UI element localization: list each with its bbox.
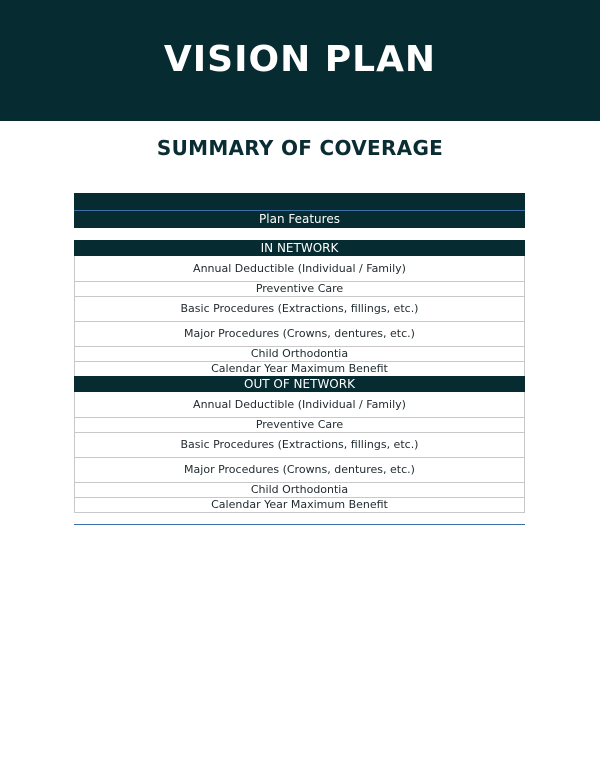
table-row: Child Orthodontia xyxy=(74,347,525,362)
table-row: Calendar Year Maximum Benefit xyxy=(74,498,525,513)
table-row: Basic Procedures (Extractions, fillings, etc.) xyxy=(74,297,525,322)
section-subtitle: SUMMARY OF COVERAGE xyxy=(156,136,444,160)
table-row: Child Orthodontia xyxy=(74,483,525,498)
header-banner xyxy=(0,0,600,121)
table-row: Annual Deductible (Individual / Family) xyxy=(74,392,525,418)
table-row: Preventive Care xyxy=(74,418,525,433)
table-row: Calendar Year Maximum Benefit xyxy=(74,362,525,376)
table-row: Major Procedures (Crowns, dentures, etc.) xyxy=(74,458,525,483)
out-of-network-header: OUT OF NETWORK xyxy=(74,376,525,392)
plan-features-header: Plan Features xyxy=(74,211,525,228)
table-top-bar xyxy=(74,193,525,210)
table-row: Annual Deductible (Individual / Family) xyxy=(74,256,525,282)
table-row: Major Procedures (Crowns, dentures, etc.) xyxy=(74,322,525,347)
table-row: Basic Procedures (Extractions, fillings, etc.) xyxy=(74,433,525,458)
page-title: VISION PLAN xyxy=(163,39,437,80)
table-bottom-divider xyxy=(74,524,525,525)
in-network-header: IN NETWORK xyxy=(74,240,525,256)
table-row: Preventive Care xyxy=(74,282,525,297)
